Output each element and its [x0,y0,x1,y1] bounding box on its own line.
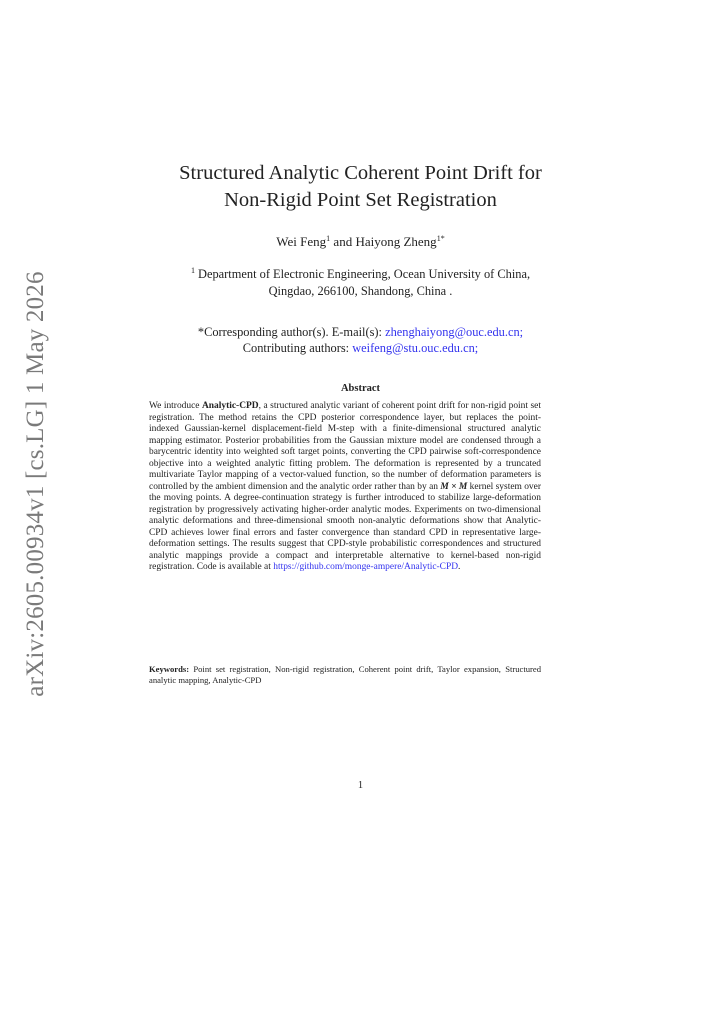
author-affiliation-mark: 1 [326,234,331,243]
author-connector: and [330,234,356,249]
keywords-list: Point set registration, Non-rigid registration, Coherent point drift, Taylor expansion, Structured analytic mapping, Analytic-CPD [149,664,541,685]
correspondence-block [0,324,721,356]
abstract-body-1: , a structured analytic variant of coherent point drift for non-rigid point set registration. The method retains the CPD posterior correspondence layer, but replaces the point-indexed Gaussian-kernel displacement-field M-step with a finite-dimensional structured analytic mapping estimator. Posterior probabilities from the Gaussian mixture model are condensed through a barycentric identity into weighted soft target points, converting the CPD pairwise soft-correspondence objective into a weighted analytic fitting problem. The deformation is represented by a truncated multivariate Taylor mapping of a vector-valued function, so the number of deformation parameters is controlled by the ambient dimension and the analytic order rather than by an [149,401,541,492]
abstract-intro: We introduce [149,401,202,411]
corresponding-email-link[interactable]: zhenghaiyong@ouc.edu.cn; [385,325,524,339]
author-name: Wei Feng [276,234,327,249]
correspondence-label: *Corresponding author(s). E-mail(s): [197,325,386,339]
author-name: Haiyong Zheng [355,234,437,249]
affiliation-line-2: Qingdao, 266100, Shandong, China . [268,284,453,298]
contributing-label: Contributing authors: [242,341,353,355]
contributing-email-link[interactable]: weifeng@stu.ouc.edu.cn; [352,341,479,355]
abstract-heading: Abstract [340,383,381,394]
kernel-term: M × M [440,481,468,492]
arxiv-identifier-stamp: arXiv:2605.00934v1 [cs.LG] 1 May 2026 [22,271,49,697]
author-list [0,234,721,250]
code-repository-link[interactable]: https://github.com/monge-ampere/Analytic-CPD [273,562,459,572]
title-line-2: Non-Rigid Point Set Registration [224,189,497,211]
affiliation-block [0,262,721,300]
keywords-label: Keywords: [149,664,190,674]
page-number: 1 [357,780,364,791]
title-line-1: Structured Analytic Coherent Point Drift for [179,162,542,184]
affiliation-line-1: Department of Electronic Engineering, Ocean University of China, [194,267,531,281]
keywords-block [149,664,541,686]
affiliation-mark: 1 [190,266,195,275]
abstract-body-2: kernel system over the moving points. A degree-continuation strategy is further introduced to stabilize large-deformation registration by progressively activating higher-order analytic modes. Experiments on two-dimensional analytic deformations and three-dimensional smooth non-analytic deformations show that Analytic-CPD achieves lower final errors and faster convergence than standard CPD in representative large-deformation settings. The results suggest that CPD-style probabilistic correspondences and structured analytic mappings provide a compact and interpretable alternative to kernel-based non-rigid registration. Code is available at [149,481,541,572]
author-affiliation-mark: 1* [436,234,445,243]
abstract-end: . [458,562,461,572]
paper-title [0,160,721,214]
abstract-text [149,401,541,574]
method-name: Analytic-CPD [201,401,259,411]
